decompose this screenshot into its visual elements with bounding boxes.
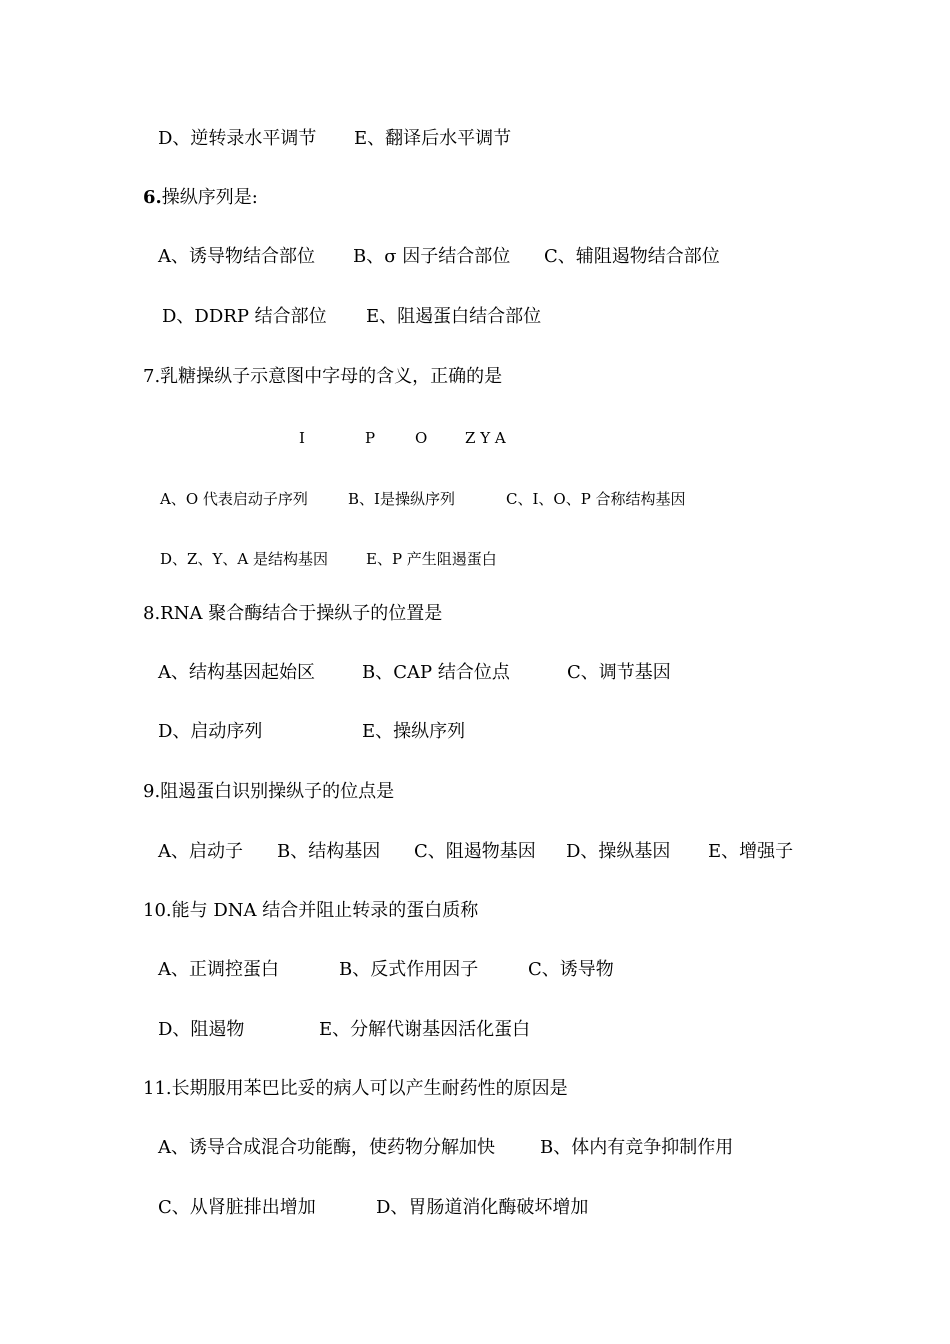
diagram-label-zya: Z Y A xyxy=(465,429,506,447)
option-b: B、体内有竞争抑制作用 xyxy=(540,1137,734,1158)
question-10-stem: 10.能与 DNA 结合并阻止转录的蛋白质称 xyxy=(143,900,479,921)
option-a: A、正调控蛋白 xyxy=(158,959,279,980)
option-e: E、操纵序列 xyxy=(362,721,466,742)
question-number: 6. xyxy=(143,187,162,208)
option-b: B、Ⅰ是操纵序列 xyxy=(348,490,455,508)
option-d: D、启动序列 xyxy=(158,721,263,742)
option-d: D、操纵基因 xyxy=(566,841,671,862)
option-a: A、诱导合成混合功能酶，使药物分解加快 xyxy=(158,1137,495,1158)
question-11-stem: 11.长期服用苯巴比妥的病人可以产生耐药性的原因是 xyxy=(143,1078,568,1099)
question-6-stem xyxy=(143,187,258,209)
question-7-stem: 7.乳糖操纵子示意图中字母的含义，正确的是 xyxy=(143,366,503,387)
option-c: C、调节基因 xyxy=(567,662,671,683)
option-e: E、阻遏蛋白结合部位 xyxy=(366,306,542,327)
option-b: B、反式作用因子 xyxy=(339,959,479,980)
option-d: D、胃肠道消化酶破坏增加 xyxy=(376,1197,589,1218)
option-d: D、逆转录水平调节 xyxy=(158,128,317,149)
option-c: C、辅阻遏物结合部位 xyxy=(544,246,720,267)
option-a: A、启动子 xyxy=(158,841,243,862)
diagram-label-p: P xyxy=(365,429,376,447)
option-d: D、阻遏物 xyxy=(158,1019,245,1040)
question-text: 操纵序列是: xyxy=(161,187,258,208)
option-b: B、结构基因 xyxy=(277,841,381,862)
option-e: E、P 产生阻遏蛋白 xyxy=(366,550,497,568)
diagram-label-o: O xyxy=(415,429,428,447)
option-a: A、O 代表启动子序列 xyxy=(160,490,308,508)
option-b: B、CAP 结合位点 xyxy=(362,662,510,683)
option-a: A、结构基因起始区 xyxy=(158,662,315,683)
option-e: E、增强子 xyxy=(708,841,794,862)
diagram-label-i: I xyxy=(299,429,305,447)
question-8-stem: 8.RNA 聚合酶结合于操纵子的位置是 xyxy=(143,603,443,624)
option-c: C、I、O、P 合称结构基因 xyxy=(506,490,686,508)
option-c: C、阻遏物基因 xyxy=(414,841,536,862)
question-9-stem: 9.阻遏蛋白识别操纵子的位点是 xyxy=(143,781,395,802)
option-a: A、诱导物结合部位 xyxy=(158,246,315,267)
option-d: D、Z、Y、A 是结构基因 xyxy=(160,550,328,568)
option-c: C、从肾脏排出增加 xyxy=(158,1197,316,1218)
option-d: D、DDRP 结合部位 xyxy=(162,306,327,327)
option-c: C、诱导物 xyxy=(528,959,614,980)
option-e: E、翻译后水平调节 xyxy=(354,128,512,149)
option-e: E、分解代谢基因活化蛋白 xyxy=(319,1019,531,1040)
option-b: B、σ 因子结合部位 xyxy=(353,246,511,267)
